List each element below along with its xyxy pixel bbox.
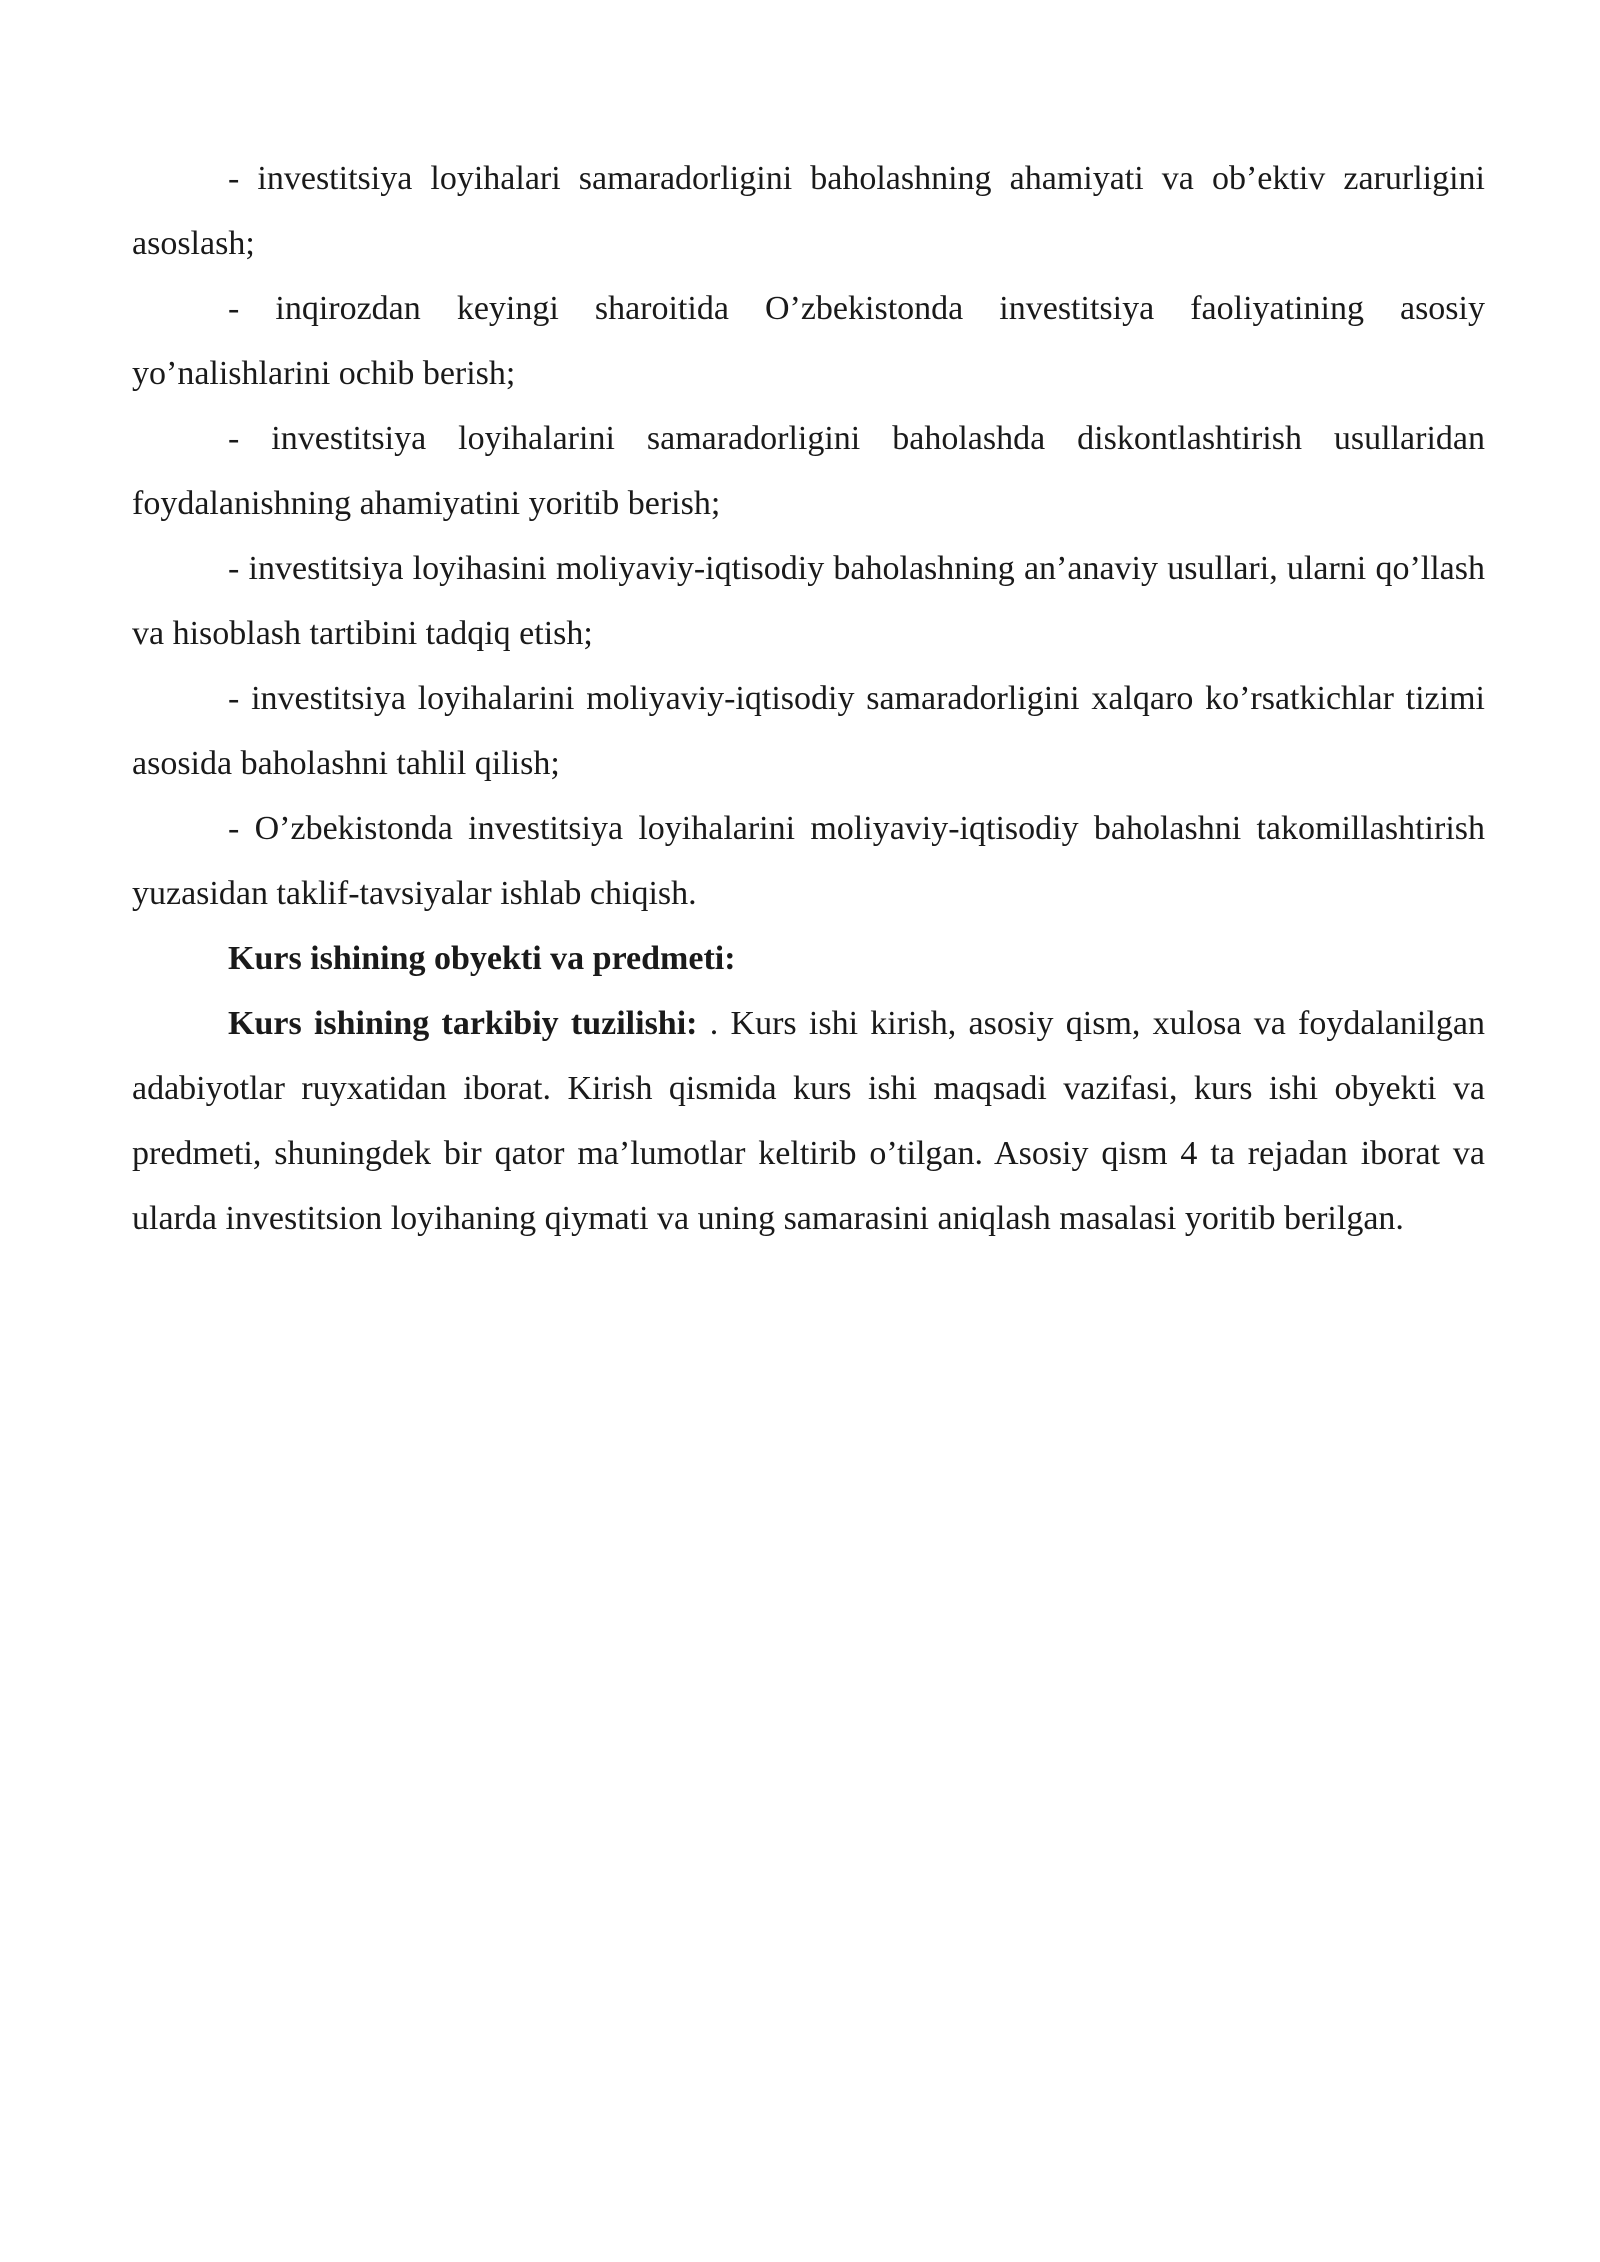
structure-text: . Kurs ishi kirish, asosiy qism, xulosa va foydalanilgan adabiyotlar ruyxatidan iborat. Kirish qismida kurs ishi maqsadi vazifasi, kurs ishi obyekti va predmeti, shuningdek bir qator ma’lumotlar keltirib o’tilgan. Asosiy qism 4 ta rejadan iborat va ularda investitsion loyihaning qiymati va uning samarasini aniqlash masalasi yoritib berilgan. <box>132 1005 1485 1237</box>
list-item: - inqirozdan keyingi sharoitida O’zbekistonda investitsiya faoliyatining asosiy yo’nalishlarini ochib berish; <box>132 290 1485 392</box>
list-item: - investitsiya loyihasini moliyaviy-iqtisodiy baholashning an’anaviy usullari, ularni qo’llash va hisoblash tartibini tadqiq etish; <box>132 550 1485 652</box>
document-body <box>132 146 1485 1251</box>
object-heading: Kurs ishining obyekti va predmeti: <box>228 940 736 977</box>
list-item: - investitsiya loyihalarini samaradorligini baholashda diskontlashtirish usullaridan foydalanishning ahamiyatini yoritib berish; <box>132 420 1485 522</box>
structure-paragraph <box>132 991 1485 1251</box>
list-item: - investitsiya loyihalarini moliyaviy-iqtisodiy samaradorligini xalqaro ko’rsatkichlar tizimi asosida baholashni tahlil qilish; <box>132 680 1485 782</box>
structure-heading: Kurs ishining tarkibiy tuzilishi: <box>228 1005 698 1042</box>
list-item: - O’zbekistonda investitsiya loyihalarini moliyaviy-iqtisodiy baholashni takomillashtirish yuzasidan taklif-tavsiyalar ishlab chiqish. <box>132 810 1485 912</box>
list-item: - investitsiya loyihalari samaradorligini baholashning ahamiyati va ob’ektiv zarurligini asoslash; <box>132 160 1485 262</box>
